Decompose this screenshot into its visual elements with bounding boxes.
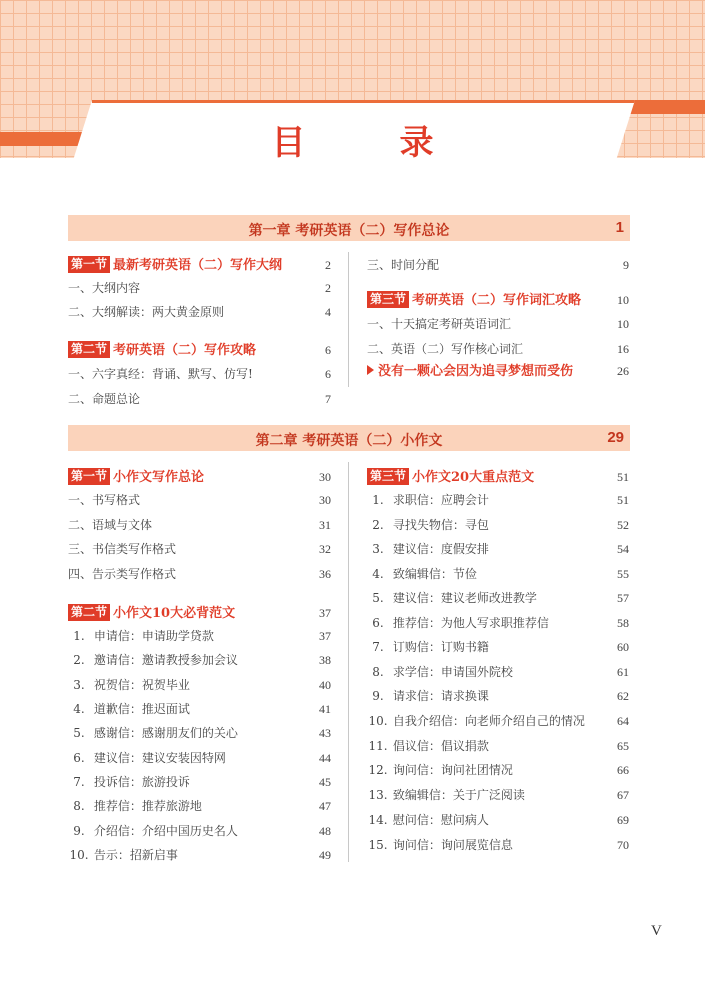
page-number: 41 [319,702,331,716]
chapter-1-title: 第一章 考研英语（二）写作总论 [248,223,450,239]
item-label: 寻找失物信：寻包 [392,518,489,532]
section-2-1[interactable] [68,467,331,487]
item-label: 询问信：询问社团情况 [392,763,513,777]
item-number: 7. [73,775,85,789]
item-label: 请求信：请求换课 [392,689,489,703]
toc-item[interactable] [367,490,629,510]
toc-item[interactable] [68,626,331,646]
toc-item[interactable] [367,339,629,359]
page-number: 47 [319,799,331,813]
section-1-3[interactable] [367,290,629,310]
item-label: 祝贺信：祝贺毕业 [93,678,190,692]
page-number: 70 [617,838,629,852]
chapter-1-header[interactable] [68,215,630,241]
item-number: 12. [368,763,388,777]
item-number: 13. [368,788,388,802]
section-title: 最新考研英语（二）写作大纲 [113,258,283,273]
item-label: 致编辑信：关于广泛阅读 [392,788,525,802]
motto-title: 没有一颗心会因为追寻梦想而受伤 [378,364,574,379]
page-number: 62 [617,689,629,703]
toc-item[interactable] [367,686,629,706]
toc-item[interactable] [68,278,331,298]
toc-item[interactable] [367,613,629,633]
toc-item[interactable] [367,662,629,682]
item-label: 一、书写格式 [68,493,141,507]
page-number: 7 [325,392,331,406]
toc-item[interactable] [68,699,331,719]
item-label: 邀请信：邀请教授参加会议 [93,653,238,667]
page-number: 26 [617,364,629,378]
item-label: 介绍信：介绍中国历史名人 [93,824,238,838]
item-number: 9. [372,689,384,703]
toc-item[interactable] [68,490,331,510]
item-label: 二、语域与文体 [68,518,153,532]
toc-item[interactable] [68,748,331,768]
item-label: 一、大纲内容 [68,281,141,295]
page-number: 67 [617,788,629,802]
page-number: 45 [319,775,331,789]
toc-item[interactable] [68,796,331,816]
motto-item[interactable] [367,361,629,381]
item-label: 申请信：申请助学贷款 [93,629,214,643]
chapter-2-header[interactable] [68,425,630,451]
toc-item[interactable] [367,736,629,756]
page-number: 10 [617,293,629,307]
item-number: 10. [368,714,388,728]
page-number: 37 [319,606,331,620]
page-number: 6 [325,367,331,381]
chapter-2-title: 第二章 考研英语（二）小作文 [255,433,443,449]
toc-item[interactable] [68,302,331,322]
toc-item[interactable] [68,564,331,584]
column-divider [348,252,349,387]
item-label: 道歉信：推迟面试 [93,702,190,716]
item-label: 倡议信：倡议捐款 [392,739,489,753]
item-label: 告示：招新启事 [93,848,178,862]
section-tag: 第三节 [367,468,409,485]
item-number: 5. [73,726,85,740]
toc-item[interactable] [367,785,629,805]
toc-item[interactable] [367,810,629,830]
page-number: 69 [617,813,629,827]
triangle-bullet-icon [367,365,374,375]
item-number: 1. [372,493,384,507]
section-title: 考研英语（二）写作词汇攻略 [412,293,582,308]
toc-item[interactable] [68,772,331,792]
item-number: 9. [73,824,85,838]
page-number: 30 [319,493,331,507]
section-1-2[interactable] [68,340,331,360]
page-number: 40 [319,678,331,692]
page-number: 52 [617,518,629,532]
page-number: 32 [319,542,331,556]
page-number: 49 [319,848,331,862]
item-number: 7. [372,640,384,654]
page-number: 60 [617,640,629,654]
page-number: 16 [617,342,629,356]
item-label: 感谢信：感谢朋友们的关心 [93,726,238,740]
item-label: 三、书信类写作格式 [68,542,177,556]
toc-item[interactable] [367,515,629,535]
toc-item[interactable] [367,255,629,275]
toc-item[interactable] [68,539,331,559]
item-number: 6. [73,751,85,765]
item-label: 一、六字真经：背诵、默写、仿写! [68,367,253,381]
page-number: 9 [623,258,629,272]
section-title: 小作文写作总论 [113,470,205,485]
toc-item[interactable] [68,675,331,695]
section-tag: 第一节 [68,468,110,485]
section-title: 考研英语（二）写作攻略 [113,343,257,358]
item-label: 建议信：度假安排 [392,542,489,556]
section-1-1[interactable] [68,255,331,275]
item-label: 二、英语（二）写作核心词汇 [367,342,524,356]
item-number: 3. [73,678,85,692]
section-tag: 第二节 [68,341,110,358]
item-label: 四、告示类写作格式 [68,567,177,581]
section-tag: 第二节 [68,604,110,621]
toc-item[interactable] [68,650,331,670]
page-number: 2 [325,258,331,272]
toc-item[interactable] [68,389,331,409]
item-number: 11. [368,739,388,753]
page-number: 10 [617,317,629,331]
item-number: 6. [372,616,384,630]
toc-item[interactable] [68,723,331,743]
page-number: 51 [617,493,629,507]
page-number: 57 [617,591,629,605]
page-number: 55 [617,567,629,581]
section-2-2[interactable] [68,603,331,623]
item-number: 8. [372,665,384,679]
item-number: 2. [73,653,85,667]
toc-item[interactable] [367,588,629,608]
toc-item[interactable] [367,314,629,334]
page-number: 65 [617,739,629,753]
page-number: 4 [325,305,331,319]
page-number: 6 [325,343,331,357]
section-tag: 第三节 [367,291,409,308]
item-number: 4. [372,567,384,581]
toc-item[interactable] [68,364,331,384]
page-title: 目 录 [271,123,464,163]
section-title: 小作文10大必背范文 [113,606,236,621]
item-number: 4. [73,702,85,716]
page-number: 2 [325,281,331,295]
item-label: 慰问信：慰问病人 [392,813,489,827]
toc-item[interactable] [367,539,629,559]
page-number: 38 [319,653,331,667]
item-label: 致编辑信：节俭 [392,567,477,581]
item-label: 建议信：建议老师改进教学 [392,591,537,605]
item-number: 5. [372,591,384,605]
page-number: 51 [617,470,629,484]
chapter-2-page: 29 [607,429,624,446]
toc-item[interactable] [68,515,331,535]
item-label: 求职信：应聘会计 [392,493,489,507]
page-number: 31 [319,518,331,532]
item-number: 10. [69,848,89,862]
page-number: 54 [617,542,629,556]
page-number: 43 [319,726,331,740]
page-number: 66 [617,763,629,777]
item-label: 一、十天搞定考研英语词汇 [367,317,512,331]
item-label: 订购信：订购书籍 [392,640,489,654]
item-number: 3. [372,542,384,556]
item-label: 自我介绍信：向老师介绍自己的情况 [392,714,585,728]
column-divider [348,462,349,862]
section-title: 小作文20大重点范文 [412,470,535,485]
item-label: 建议信：建议安装因特网 [93,751,226,765]
section-2-3[interactable] [367,467,629,487]
page-number: 30 [319,470,331,484]
item-label: 询问信：询问展览信息 [392,838,513,852]
footer-page-number: V [651,923,662,939]
toc-item[interactable] [367,711,629,731]
page-number: 64 [617,714,629,728]
page-number: 48 [319,824,331,838]
toc-item[interactable] [367,564,629,584]
page-number: 37 [319,629,331,643]
item-label: 二、大纲解读：两大黄金原则 [68,305,225,319]
item-label: 二、命题总论 [68,392,141,406]
item-number: 8. [73,799,85,813]
item-number: 14. [368,813,388,827]
page-number: 36 [319,567,331,581]
item-number: 2. [372,518,384,532]
toc-item[interactable] [367,835,629,855]
page-number: 44 [319,751,331,765]
item-label: 三、时间分配 [367,258,440,272]
item-label: 求学信：申请国外院校 [392,665,513,679]
toc-item[interactable] [68,845,331,865]
section-tag: 第一节 [68,256,110,273]
toc-item[interactable] [367,637,629,657]
item-number: 1. [73,629,85,643]
chapter-1-page: 1 [615,219,624,236]
item-label: 投诉信：旅游投诉 [93,775,190,789]
item-label: 推荐信：为他人写求职推荐信 [392,616,549,630]
page-number: 58 [617,616,629,630]
toc-item[interactable] [367,760,629,780]
item-number: 15. [368,838,388,852]
item-label: 推荐信：推荐旅游地 [93,799,202,813]
page-number: 61 [617,665,629,679]
toc-item[interactable] [68,821,331,841]
